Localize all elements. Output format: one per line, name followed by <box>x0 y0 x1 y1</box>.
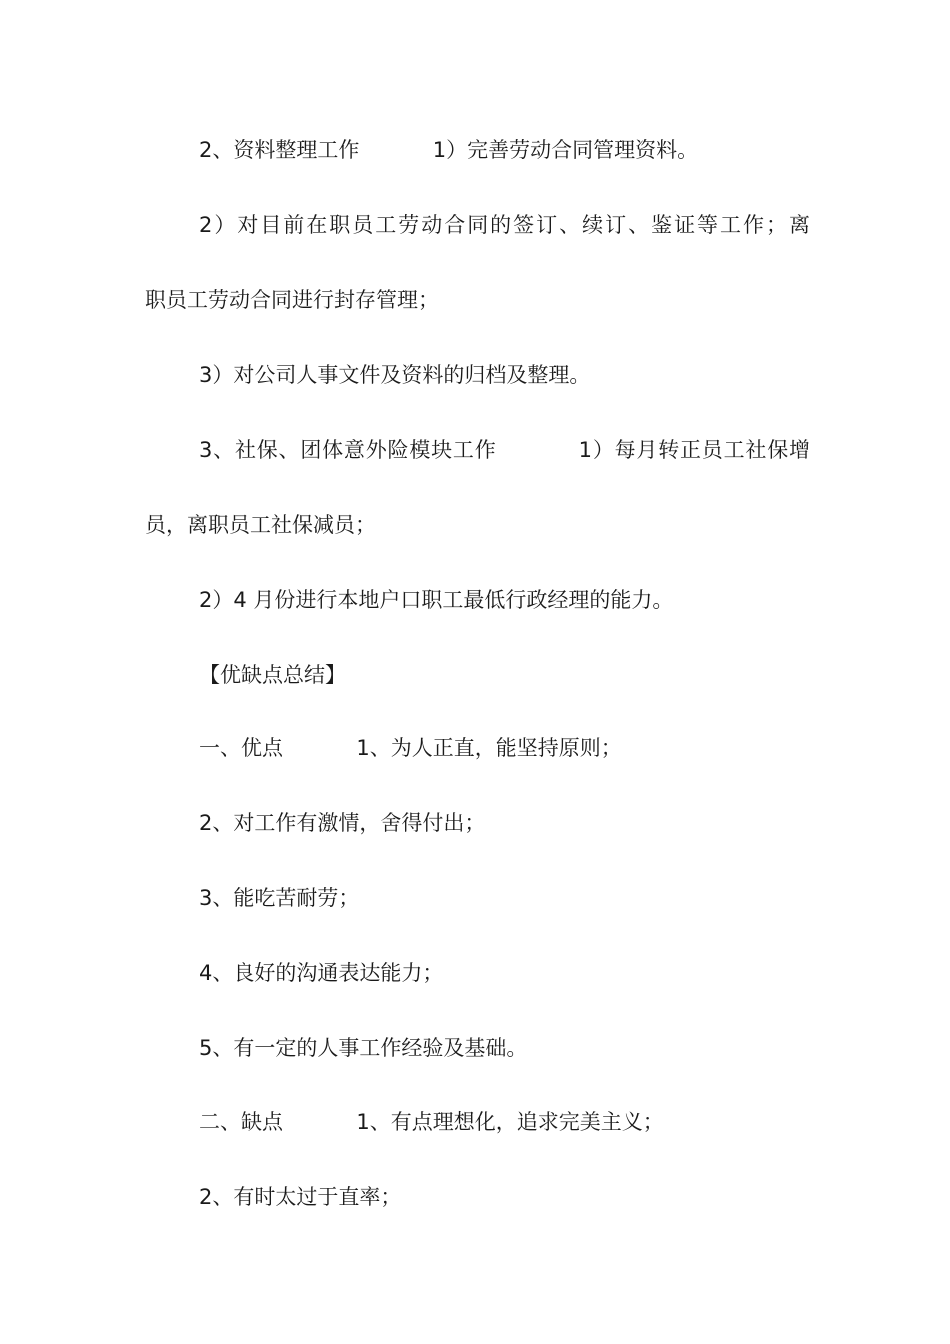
paragraph-line: 员，离职员工社保减员； <box>145 513 376 537</box>
paragraph-line: 职员工劳动合同进行封存管理； <box>145 288 439 312</box>
paragraph-line: 3）对公司人事文件及资料的归档及整理。 <box>199 363 591 387</box>
paragraph-line: 2）4 月份进行本地户口职工最低行政经理的能力。 <box>199 588 674 612</box>
paragraph-line: 3、能吃苦耐劳； <box>199 886 360 910</box>
paragraph-line: 二、缺点 1、有点理想化，追求完美主义； <box>199 1110 664 1134</box>
paragraph-line: 2、有时太过于直率； <box>199 1185 402 1209</box>
paragraph-line: 3、社保、团体意外险模块工作 1）每月转正员工社保增 <box>199 438 810 462</box>
paragraph-line: 2、对工作有激情，舍得付出； <box>199 811 486 835</box>
paragraph-line: 5、有一定的人事工作经验及基础。 <box>199 1036 528 1060</box>
paragraph-line: 4、良好的沟通表达能力； <box>199 961 444 985</box>
section-heading: 【优缺点总结】 <box>199 663 346 687</box>
paragraph-line: 2）对目前在职员工劳动合同的签订、续订、鉴证等工作；离 <box>199 213 810 237</box>
paragraph-line: 一、优点 1、为人正直，能坚持原则； <box>199 736 622 760</box>
paragraph-line: 2、资料整理工作 1）完善劳动合同管理资料。 <box>199 138 699 162</box>
